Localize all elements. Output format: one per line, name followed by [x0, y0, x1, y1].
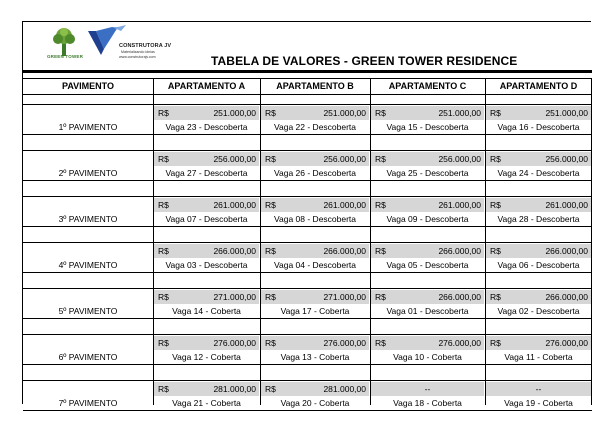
- parking-spot: Vaga 12 - Coberta: [172, 352, 241, 362]
- parking-spot: Vaga 09 - Descoberta: [386, 214, 469, 224]
- price-cell: [371, 106, 484, 120]
- parking-spot: Vaga 07 - Descoberta: [165, 214, 248, 224]
- currency-symbol: R$: [265, 384, 276, 394]
- currency-symbol: R$: [265, 200, 276, 210]
- parking-spot: Vaga 10 - Coberta: [393, 352, 462, 362]
- column-header-apartamento-c: APARTAMENTO C: [370, 79, 485, 95]
- parking-spot: Vaga 01 - Descoberta: [386, 306, 469, 316]
- table-row: [23, 240, 592, 272]
- price-unavailable: --: [535, 384, 542, 394]
- price-cell: [371, 152, 484, 166]
- price-value: 276.000,00: [545, 338, 588, 348]
- row-top-line: [23, 104, 592, 105]
- currency-symbol: R$: [265, 108, 276, 118]
- price-value: 261.000,00: [545, 200, 588, 210]
- table-row: [23, 194, 592, 226]
- price-cell: [371, 336, 484, 350]
- column-header-apartamento-a: APARTAMENTO A: [153, 79, 260, 95]
- price-value: 256.000,00: [438, 154, 481, 164]
- floor-label: 5º PAVIMENTO: [58, 306, 118, 316]
- price-value: 261.000,00: [323, 200, 366, 210]
- header-row-top-line: [23, 78, 592, 79]
- price-cell: [154, 244, 259, 258]
- row-top-line: [23, 242, 592, 243]
- price-value: 251.000,00: [545, 108, 588, 118]
- price-value: 251.000,00: [438, 108, 481, 118]
- green-tower-brand: GREEN TOWER: [46, 54, 84, 59]
- floor-label: 6º PAVIMENTO: [58, 352, 118, 362]
- row-bottom-line: [23, 318, 592, 319]
- price-value: 256.000,00: [545, 154, 588, 164]
- price-cell: [486, 382, 591, 396]
- currency-symbol: R$: [158, 108, 169, 118]
- currency-symbol: R$: [375, 154, 386, 164]
- row-top-line: [23, 150, 592, 151]
- parking-spot: Vaga 13 - Coberta: [280, 352, 350, 362]
- row-bottom-line: [23, 180, 592, 181]
- parking-spot: Vaga 15 - Descoberta: [386, 122, 469, 132]
- price-cell: [486, 198, 591, 212]
- price-cell: [261, 152, 369, 166]
- currency-symbol: R$: [490, 292, 501, 302]
- currency-symbol: R$: [265, 338, 276, 348]
- parking-spot: Vaga 16 - Descoberta: [497, 122, 580, 132]
- price-cell: [371, 290, 484, 304]
- price-cell: [261, 198, 369, 212]
- table-row: [23, 286, 592, 318]
- currency-symbol: R$: [490, 108, 501, 118]
- currency-symbol: R$: [265, 154, 276, 164]
- price-cell: [261, 106, 369, 120]
- parking-spot: Vaga 18 - Coberta: [393, 398, 462, 408]
- table-row: [23, 148, 592, 180]
- construtora-jv-tagline: Materializando ideias: [121, 50, 155, 54]
- floor-label: 4º PAVIMENTO: [58, 260, 118, 270]
- currency-symbol: R$: [375, 108, 386, 118]
- construtora-jv-name: CONSTRUTORA JV: [119, 43, 172, 49]
- table-header: [23, 22, 592, 72]
- price-cell: [371, 382, 484, 396]
- price-cell: [486, 152, 591, 166]
- price-value: 281.000,00: [323, 384, 366, 394]
- currency-symbol: R$: [375, 292, 386, 302]
- price-value: 271.000,00: [213, 292, 256, 302]
- price-value: 266.000,00: [545, 246, 588, 256]
- currency-symbol: R$: [490, 154, 501, 164]
- price-cell: [154, 152, 259, 166]
- construtora-jv-url: www.construtorajv.com: [119, 55, 156, 59]
- price-value: 256.000,00: [323, 154, 366, 164]
- column-header-pavimento: PAVIMENTO: [23, 79, 153, 95]
- parking-spot: Vaga 19 - Coberta: [504, 398, 573, 408]
- table-row: [23, 332, 592, 364]
- floor-label: 3º PAVIMENTO: [58, 214, 118, 224]
- parking-spot: Vaga 08 - Descoberta: [273, 214, 357, 224]
- price-value: 266.000,00: [213, 246, 256, 256]
- price-value: 266.000,00: [438, 292, 481, 302]
- currency-symbol: R$: [158, 338, 169, 348]
- parking-spot: Vaga 28 - Descoberta: [497, 214, 580, 224]
- parking-spot: Vaga 23 - Descoberta: [165, 122, 248, 132]
- currency-symbol: R$: [490, 338, 501, 348]
- currency-symbol: R$: [158, 246, 169, 256]
- currency-symbol: R$: [375, 338, 386, 348]
- parking-spot: Vaga 03 - Descoberta: [165, 260, 248, 270]
- parking-spot: Vaga 20 - Coberta: [280, 398, 350, 408]
- parking-spot: Vaga 27 - Descoberta: [165, 168, 248, 178]
- price-value: 281.000,00: [213, 384, 256, 394]
- row-top-line: [23, 196, 592, 197]
- currency-symbol: R$: [490, 246, 501, 256]
- price-cell: [486, 336, 591, 350]
- row-top-line: [23, 288, 592, 289]
- parking-spot: Vaga 25 - Descoberta: [386, 168, 469, 178]
- row-bottom-line: [23, 364, 592, 365]
- price-cell: [154, 382, 259, 396]
- row-top-line: [23, 380, 592, 381]
- price-cell: [486, 106, 591, 120]
- price-value: 266.000,00: [438, 246, 481, 256]
- price-cell: [261, 336, 369, 350]
- floor-label: 1º PAVIMENTO: [58, 122, 118, 132]
- price-cell: [371, 244, 484, 258]
- price-cell: [154, 106, 259, 120]
- price-value: 256.000,00: [213, 154, 256, 164]
- floor-label: 7º PAVIMENTO: [58, 398, 118, 408]
- price-cell: [486, 290, 591, 304]
- price-value: 251.000,00: [213, 108, 256, 118]
- parking-spot: Vaga 05 - Descoberta: [386, 260, 469, 270]
- page-title: TABELA DE VALORES - GREEN TOWER RESIDENCE: [211, 54, 518, 68]
- table-row: [23, 378, 592, 410]
- currency-symbol: R$: [158, 292, 169, 302]
- currency-symbol: R$: [265, 292, 276, 302]
- parking-spot: Vaga 26 - Descoberta: [273, 168, 357, 178]
- currency-symbol: R$: [158, 384, 169, 394]
- price-value: 271.000,00: [323, 292, 366, 302]
- price-cell: [154, 336, 259, 350]
- currency-symbol: R$: [375, 246, 386, 256]
- price-table-sheet: [22, 21, 591, 408]
- column-header-apartamento-d: APARTAMENTO D: [485, 79, 592, 95]
- parking-spot: Vaga 04 - Descoberta: [273, 260, 357, 270]
- price-value: 261.000,00: [213, 200, 256, 210]
- price-value: 276.000,00: [213, 338, 256, 348]
- parking-spot: Vaga 22 - Descoberta: [273, 122, 357, 132]
- column-header-apartamento-b: APARTAMENTO B: [260, 79, 370, 95]
- price-value: 266.000,00: [545, 292, 588, 302]
- currency-symbol: R$: [158, 154, 169, 164]
- parking-spot: Vaga 02 - Descoberta: [497, 306, 580, 316]
- price-unavailable: --: [424, 384, 431, 394]
- parking-spot: Vaga 17 - Coberta: [280, 306, 350, 316]
- parking-spot: Vaga 21 - Coberta: [172, 398, 241, 408]
- price-cell: [261, 382, 369, 396]
- row-bottom-line: [23, 410, 592, 411]
- row-top-line: [23, 334, 592, 335]
- currency-symbol: R$: [265, 246, 276, 256]
- price-cell: [261, 244, 369, 258]
- currency-symbol: R$: [490, 200, 501, 210]
- floor-label: 2º PAVIMENTO: [58, 168, 118, 178]
- price-cell: [154, 290, 259, 304]
- price-cell: [486, 244, 591, 258]
- row-bottom-line: [23, 134, 592, 135]
- table-row: [23, 102, 592, 134]
- price-value: 276.000,00: [438, 338, 481, 348]
- price-cell: [371, 198, 484, 212]
- price-value: 251.000,00: [323, 108, 366, 118]
- price-value: 266.000,00: [323, 246, 366, 256]
- parking-spot: Vaga 11 - Coberta: [504, 352, 573, 362]
- currency-symbol: R$: [158, 200, 169, 210]
- parking-spot: Vaga 24 - Descoberta: [497, 168, 580, 178]
- parking-spot: Vaga 14 - Coberta: [172, 306, 241, 316]
- price-value: 261.000,00: [438, 200, 481, 210]
- currency-symbol: R$: [375, 200, 386, 210]
- row-bottom-line: [23, 226, 592, 227]
- parking-spot: Vaga 06 - Descoberta: [497, 260, 580, 270]
- price-cell: [154, 198, 259, 212]
- price-value: 276.000,00: [323, 338, 366, 348]
- price-cell: [261, 290, 369, 304]
- header-divider: [23, 70, 592, 73]
- row-bottom-line: [23, 272, 592, 273]
